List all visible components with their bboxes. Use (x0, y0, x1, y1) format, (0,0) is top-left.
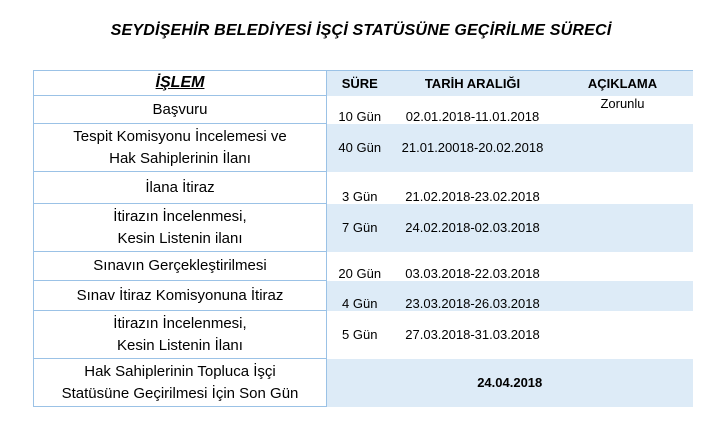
header-islem: İŞLEM (34, 71, 327, 96)
table-row (34, 96, 693, 124)
date-range-cell: 24.02.2018-02.03.2018 (393, 204, 553, 252)
duration-cell: 20 Gün (338, 265, 382, 281)
date-range-cell: 02.01.2018-11.01.2018 (405, 108, 540, 124)
date-range-cell: 21.01.20018-20.02.2018 (393, 124, 553, 172)
description-cell (553, 281, 693, 311)
description-cell (553, 204, 693, 252)
date-range-cell: 21.02.2018-23.02.2018 (405, 188, 540, 204)
table-row (34, 311, 693, 359)
header-aciklama: AÇIKLAMA (553, 71, 693, 96)
date-range-cell: 27.03.2018-31.03.2018 (405, 327, 540, 342)
final-date-cell: 24.04.2018 (327, 359, 693, 407)
date-range-cell: 23.03.2018-26.03.2018 (393, 281, 553, 311)
step-name: Tespit Komisyonu İncelemesi ve Hak Sahiplerinin İlanı (34, 124, 327, 172)
description-cell: Zorunlu (600, 95, 645, 111)
duration-cell: 40 Gün (327, 124, 393, 172)
step-name: Sınavın Gerçekleştirilmesi (34, 252, 327, 281)
table-row (34, 172, 693, 204)
header-sure: SÜRE (327, 71, 393, 96)
page-title: SEYDİŞEHİR BELEDİYESİ İŞÇİ STATÜSÜNE GEÇİRİLME SÜRECİ (110, 22, 612, 39)
table-row (34, 124, 693, 172)
description-cell (553, 124, 693, 172)
step-name: Sınav İtiraz Komisyonuna İtiraz (34, 281, 327, 311)
header-tarih: TARİH ARALIĞI (393, 71, 553, 96)
table-row (34, 281, 693, 311)
description-cell (553, 172, 693, 204)
table-row-final (34, 359, 693, 407)
description-cell (553, 252, 693, 281)
process-table (33, 70, 693, 407)
table-row (34, 252, 693, 281)
date-range-cell: 03.03.2018-22.03.2018 (405, 265, 540, 281)
duration-cell: 10 Gün (338, 108, 382, 124)
description-cell (553, 311, 693, 359)
step-name: Başvuru (34, 96, 327, 124)
step-name: İlana İtiraz (34, 172, 327, 204)
table-header-row (34, 71, 693, 96)
step-name: Hak Sahiplerinin Topluca İşçi Statüsüne Geçirilmesi İçin Son Gün (34, 359, 327, 407)
duration-cell: 4 Gün (327, 281, 393, 311)
step-name: İtirazın İncelenmesi, Kesin Listenin İlanı (34, 311, 327, 359)
table-row (34, 204, 693, 252)
duration-cell: 5 Gün (342, 327, 378, 342)
duration-cell: 7 Gün (327, 204, 393, 252)
step-name: İtirazın İncelenmesi, Kesin Listenin ilanı (34, 204, 327, 252)
duration-cell: 3 Gün (342, 188, 378, 204)
